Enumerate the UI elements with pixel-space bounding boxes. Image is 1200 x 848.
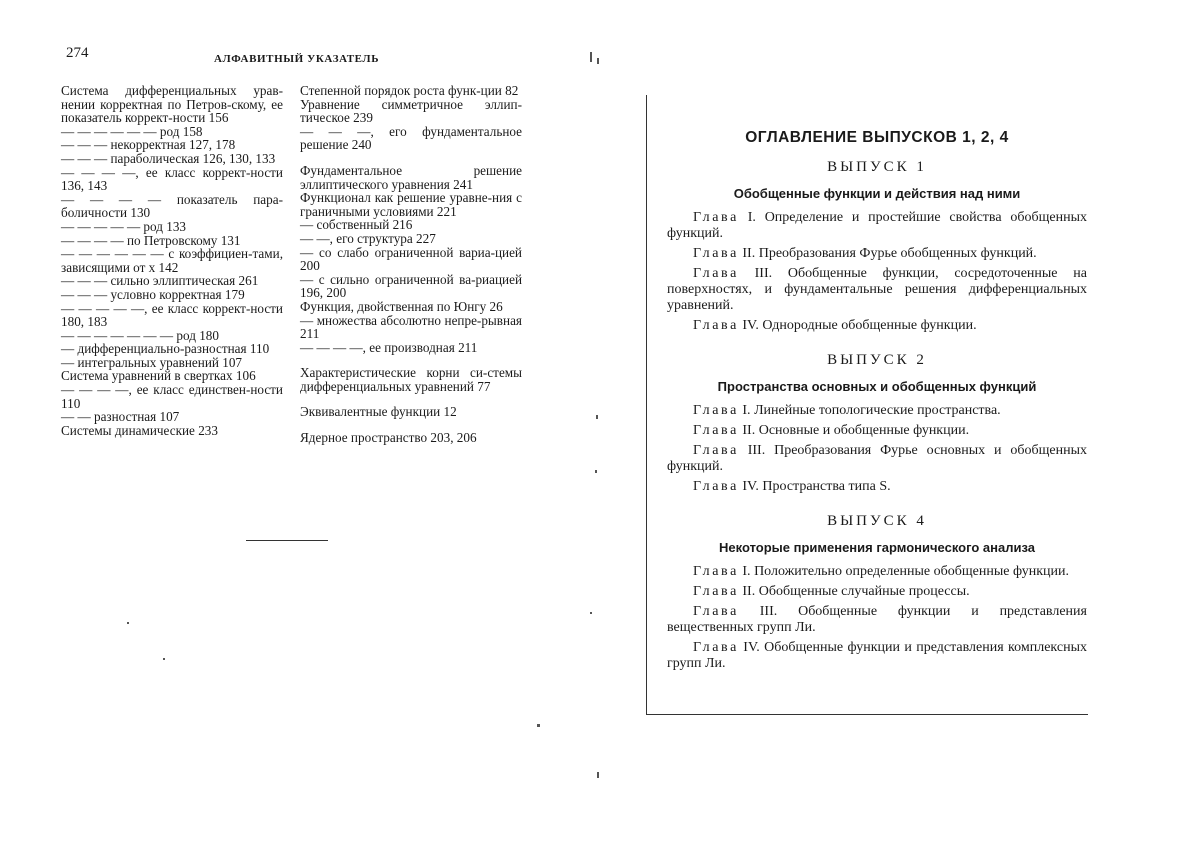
page-number: 274 bbox=[66, 45, 89, 61]
chapter-word: Глава bbox=[693, 443, 739, 458]
index-entry: — со слабо ограниченной вариа-цией 200 bbox=[300, 244, 522, 274]
chapter-entry bbox=[667, 443, 1087, 475]
chapter-entry bbox=[667, 640, 1087, 672]
chapter-number: IV. bbox=[738, 479, 763, 494]
index-entry: — —, его структура 227 bbox=[300, 230, 436, 246]
chapter-entry bbox=[667, 246, 1087, 262]
index-entry: Функционал как решение уравне-ния с граничными условиями 221 bbox=[300, 190, 522, 219]
chapter-number: II. bbox=[738, 423, 759, 438]
chapter-word: Глава bbox=[693, 479, 739, 494]
index-entry: — собственный 216 bbox=[300, 217, 413, 233]
chapter-number: II. bbox=[738, 584, 759, 599]
chapter-title: Преобразования Фурье основных и обобщенных функций. bbox=[667, 443, 1087, 474]
index-entry: — — —, его фундаментальное решение 240 bbox=[300, 123, 522, 153]
chapter-number: III. bbox=[738, 604, 799, 619]
chapter-title: Обобщенные функции и представления вещественных групп Ли. bbox=[667, 604, 1087, 635]
contents-title: ОГЛАВЛЕНИЕ ВЫПУСКОВ 1, 2, 4 bbox=[745, 129, 1009, 146]
index-entry: — — — некорректная 127, 178 bbox=[61, 137, 236, 153]
chapter-word: Глава bbox=[693, 246, 739, 261]
index-entry: — — — — —, ее класс коррект-ности 180, 183 bbox=[61, 300, 283, 330]
chapter-number: II. bbox=[738, 246, 759, 261]
contents-box bbox=[646, 95, 1088, 715]
index-entry: Эквивалентные функции 12 bbox=[300, 404, 457, 420]
chapter-title: Положительно определенные обобщенные функции. bbox=[754, 564, 1069, 579]
chapter-entry bbox=[667, 318, 1087, 334]
index-entry: — — — — — — род 158 bbox=[61, 123, 203, 139]
index-entry: — — — —, ее класс коррект-ности 136, 143 bbox=[61, 164, 283, 194]
chapter-number: I. bbox=[738, 403, 755, 418]
end-rule bbox=[246, 540, 328, 541]
index-entry: Система уравнений в свертках 106 bbox=[61, 368, 256, 384]
chapter-number: I. bbox=[738, 210, 765, 225]
index-entry: — — — — — род 133 bbox=[61, 218, 187, 234]
section-gap bbox=[667, 499, 1087, 513]
index-column-right bbox=[300, 84, 522, 445]
chapter-number: I. bbox=[738, 564, 755, 579]
index-entry: Уравнение симметричное эллип-тическое 239 bbox=[300, 96, 522, 126]
chapter-word: Глава bbox=[693, 640, 739, 655]
index-entry: — — — — — — с коэффициен-тами, зависящими от x 142 bbox=[61, 246, 283, 275]
chapter-entry bbox=[667, 584, 1087, 600]
chapter-word: Глава bbox=[693, 564, 739, 579]
index-entry: — интегральных уравнений 107 bbox=[61, 354, 243, 370]
chapter-number: III. bbox=[738, 443, 775, 458]
issue-label: ВЫПУСК 2 bbox=[827, 352, 927, 368]
chapter-number: IV. bbox=[738, 318, 763, 333]
chapter-title: Пространства типа S. bbox=[762, 479, 891, 494]
index-entry: — — — параболическая 126, 130, 133 bbox=[61, 150, 276, 166]
chapter-title: Основные и обобщенные функции. bbox=[758, 423, 970, 438]
running-head: АЛФАВИТНЫЙ УКАЗАТЕЛЬ bbox=[214, 53, 380, 65]
chapter-word: Глава bbox=[693, 423, 739, 438]
chapter-title: Линейные топологические пространства. bbox=[754, 403, 1001, 418]
index-entry: — — — — — — — род 180 bbox=[61, 327, 219, 343]
index-entry: — — — —, ее класс единствен-ности 110 bbox=[61, 382, 283, 411]
chapter-word: Глава bbox=[693, 584, 739, 599]
index-entry: — — разностная 107 bbox=[61, 409, 180, 425]
index-entry: — — — —, ее производная 211 bbox=[300, 339, 478, 355]
issue-label: ВЫПУСК 1 bbox=[827, 159, 927, 175]
chapter-entry bbox=[667, 423, 1087, 439]
chapter-entry bbox=[667, 403, 1087, 419]
index-entry: Ядерное пространство 203, 206 bbox=[300, 430, 477, 446]
chapter-entry bbox=[667, 564, 1087, 580]
chapter-entry bbox=[667, 604, 1087, 636]
index-entry: Фундаментальное решение эллиптического уравнения 241 bbox=[300, 162, 522, 192]
index-entry: — дифференциально-разностная 110 bbox=[61, 341, 270, 357]
issue-subtitle: Обобщенные функции и действия над ними bbox=[733, 186, 1021, 201]
chapter-title: Обобщенные функции, сосредоточенные на поверхностях, и фундаментальные решения дифференциальных уравнений. bbox=[667, 266, 1087, 313]
index-entry: — — — — показатель пара-боличности 130 bbox=[61, 191, 283, 221]
chapter-word: Глава bbox=[693, 604, 739, 619]
chapter-title: Однородные обобщенные функции. bbox=[762, 318, 977, 333]
chapter-word: Глава bbox=[693, 210, 739, 225]
index-entry: — с сильно ограниченной ва-риацией 196, 200 bbox=[300, 271, 522, 301]
chapter-title: Обобщенные функции и представления комплексных групп Ли. bbox=[667, 640, 1087, 671]
index-entry: — множества абсолютно непре-рывная 211 bbox=[300, 312, 522, 342]
chapter-title: Преобразования Фурье обобщенных функций. bbox=[758, 246, 1037, 261]
index-entry: Системы динамические 233 bbox=[61, 422, 218, 438]
index-entry: Характеристические корни си-стемы дифференциальных уравнений 77 bbox=[300, 365, 522, 394]
issue-subtitle: Пространства основных и обобщенных функций bbox=[717, 379, 1037, 394]
index-column-left bbox=[61, 84, 283, 437]
index-entry: Степенной порядок роста функ-ции 82 bbox=[300, 83, 519, 98]
issue-subtitle: Некоторые применения гармонического анализа bbox=[719, 540, 1035, 555]
contents bbox=[667, 129, 1087, 676]
chapter-entry bbox=[667, 479, 1087, 495]
chapter-number: IV. bbox=[738, 640, 765, 655]
chapter-title: Обобщенные случайные процессы. bbox=[758, 584, 970, 599]
index-entry: — — — — по Петровскому 131 bbox=[61, 232, 241, 248]
index-entry: — — — условно корректная 179 bbox=[61, 286, 245, 302]
chapter-entry bbox=[667, 266, 1087, 314]
issue-label: ВЫПУСК 4 bbox=[827, 513, 927, 529]
index-entry: Функция, двойственная по Юнгу 26 bbox=[300, 298, 503, 314]
index-entry: Система дифференциальных урав-нении корректная по Петров-скому, ее показатель коррект-ности 156 bbox=[61, 83, 283, 126]
chapter-entry bbox=[667, 210, 1087, 242]
chapter-word: Глава bbox=[693, 266, 739, 281]
chapter-title: Определение и простейшие свойства обобщенных функций. bbox=[667, 210, 1087, 241]
chapter-word: Глава bbox=[693, 403, 739, 418]
index-entry: — — — сильно эллиптическая 261 bbox=[61, 273, 259, 289]
section-gap bbox=[667, 338, 1087, 352]
chapter-word: Глава bbox=[693, 318, 739, 333]
chapter-number: III. bbox=[738, 266, 788, 281]
